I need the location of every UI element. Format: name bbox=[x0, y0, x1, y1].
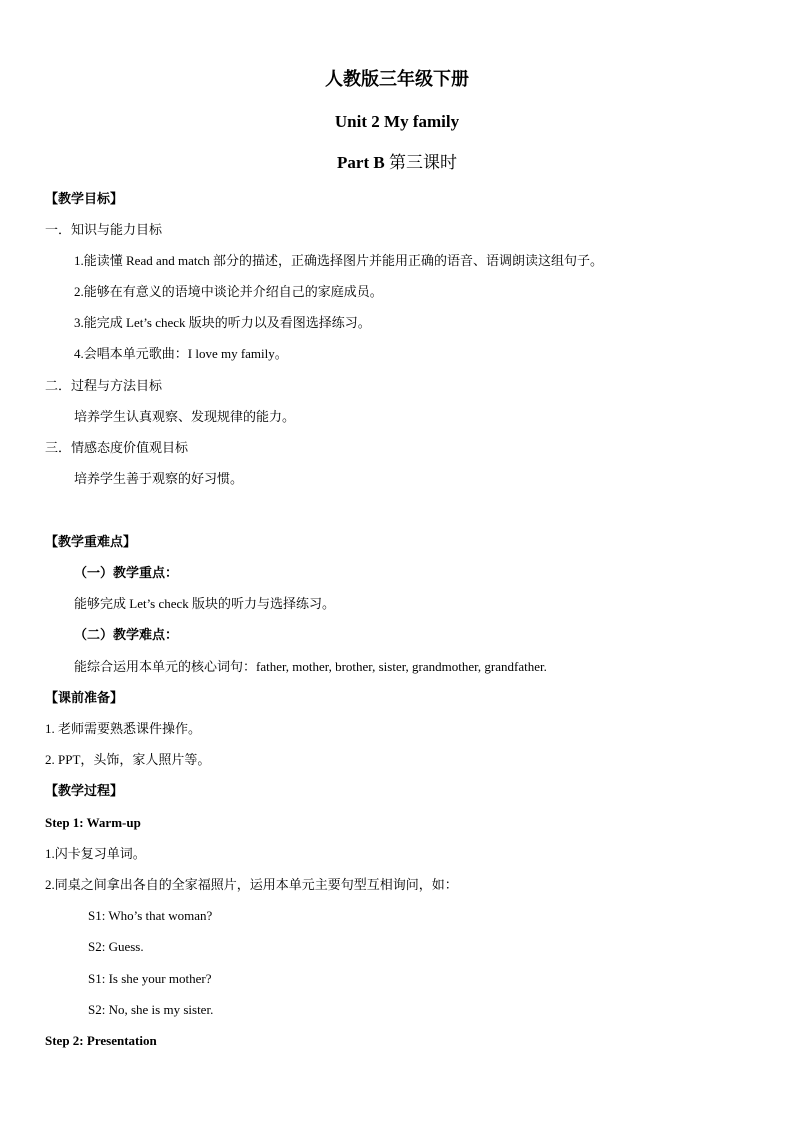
preparation-heading: 【课前准备】 bbox=[45, 690, 124, 705]
objectives-s3-text: 培养学生善于观察的好习惯。 bbox=[74, 471, 244, 486]
step1-item: 1.闪卡复习单词。 bbox=[45, 846, 146, 861]
keypoints-p2-title: （二）教学难点： bbox=[74, 627, 179, 642]
part-title bbox=[0, 152, 794, 174]
dialogue-line: S1: Is she your mother? bbox=[88, 971, 212, 986]
doc-title: 人教版三年级下册 bbox=[325, 69, 469, 89]
keypoints-p1-text: 能够完成 Let’s check 版块的听力与选择练习。 bbox=[74, 596, 336, 611]
preparation-item: 2. PPT，头饰，家人照片等。 bbox=[45, 752, 211, 767]
part-title-rest: 第三课时 bbox=[384, 153, 457, 172]
objectives-s1-item: 2.能够在有意义的语境中谈论并介绍自己的家庭成员。 bbox=[74, 284, 383, 299]
dialogue-line: S2: No, she is my sister. bbox=[88, 1002, 214, 1017]
objectives-s1-item: 3.能完成 Let’s check 版块的听力以及看图选择练习。 bbox=[74, 315, 371, 330]
objectives-heading: 【教学目标】 bbox=[45, 191, 124, 206]
unit-title: Unit 2 My family bbox=[334, 112, 460, 131]
step1-title: Step 1: Warm-up bbox=[45, 815, 141, 830]
dialogue-line: S1: Who’s that woman? bbox=[88, 908, 213, 923]
objectives-s1-item: 1.能读懂 Read and match 部分的描述，正确选择图片并能用正确的语音、语调朗读这组句子。 bbox=[74, 253, 603, 268]
process-heading: 【教学过程】 bbox=[45, 783, 124, 798]
part-title-bold: Part B bbox=[337, 153, 385, 172]
keypoints-p1-title: （一）教学重点： bbox=[74, 565, 179, 580]
keypoints-heading: 【教学重难点】 bbox=[45, 534, 137, 549]
step1-item: 2.同桌之间拿出各自的全家福照片，运用本单元主要句型互相询问，如： bbox=[45, 877, 458, 892]
step2-title: Step 2: Presentation bbox=[45, 1033, 157, 1048]
preparation-item: 1. 老师需要熟悉课件操作。 bbox=[45, 721, 202, 736]
objectives-s1-item: 4.会唱本单元歌曲：I love my family。 bbox=[74, 346, 288, 361]
objectives-s2-text: 培养学生认真观察、发现规律的能力。 bbox=[74, 409, 296, 424]
objectives-s1-title: 一．知识与能力目标 bbox=[45, 222, 163, 237]
dialogue-line: S2: Guess. bbox=[88, 939, 144, 954]
objectives-s3-title: 三．情感态度价值观目标 bbox=[45, 440, 189, 455]
keypoints-p2-text: 能综合运用本单元的核心词句：father, mother, brother, sister, grandmother, grandfather. bbox=[74, 659, 547, 674]
objectives-s2-title: 二．过程与方法目标 bbox=[45, 378, 163, 393]
